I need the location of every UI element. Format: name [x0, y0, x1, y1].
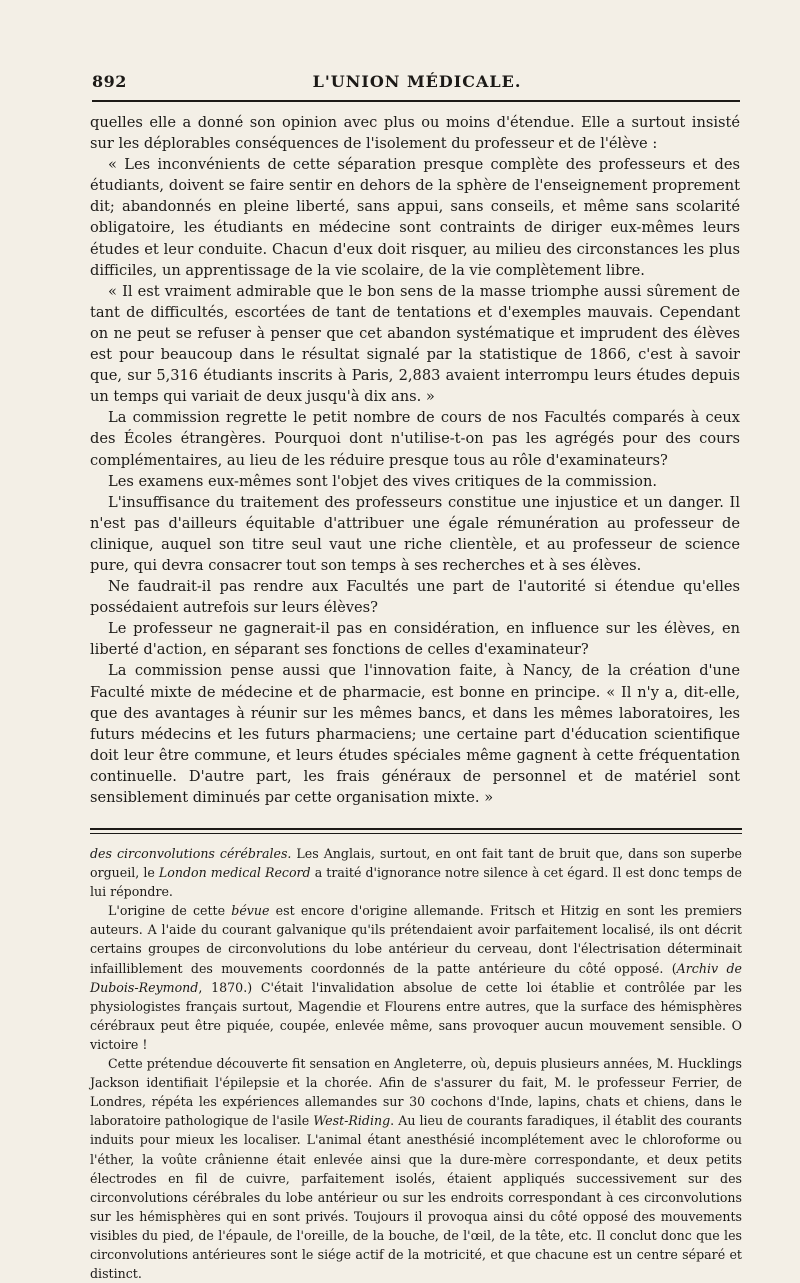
page-header [92, 72, 742, 100]
paragraph: « Il est vraiment admirable que le bon sens de la masse triomphe aussi sûrement de tant de difficultés, escortées de tant de tentations et d'exemples mauvais. Cependant on ne peut se refuser à penser que cet abandon systématique et imprudent des élèves est pour beaucoup dans le résultat signalé par la statistique de 1866, c'est à savoir que, sur 5,316 étudiants inscrits à Paris, 2,883 avaient interrompu leurs études depuis un temps qui variait de deux jusqu'à dix ans. » [90, 282, 740, 406]
running-head: L'UNION MÉDICALE. [312, 72, 522, 91]
lead-phrase: des circonvolutions cérébrales. [90, 846, 292, 861]
feuilleton-text [90, 844, 742, 1283]
feuilleton-paragraph: L'origine de cette bévue est encore d'origine allemande. Fritsch et Hitzig en sont les premiers auteurs. A l'aide du courant galvanique qu'ils prétendaient avoir parfaitement localisé, ils ont décrit certains groupes de circonvolutions du lobe antérieur du cerveau, dont l'électrisation déterminait infailliblement des mouvements coordonnés de la patte antérieure du côté opposé. (Archiv de Dubois-Reymond, 1870.) C'était l'invalidation absolue de cette loi établie et contrôlée par les physiologistes français surtout, Magendie et Flourens entre autres, que la surface des hémisphères cérébraux peut être piquée, coupée, enlevée même, sans provoquer aucun mouvement sensible. O victoire ! [90, 903, 742, 1052]
paragraph: L'insuffisance du traitement des professeurs constitue une injustice et un danger. Il n'est pas d'ailleurs équitable d'attribuer une égale rémunération au professeur de clinique, auquel son titre seul vaut une riche clientèle, et au professeur de science pure, qui devra consacrer tout son temps à ses recherches et à ses élèves. [90, 493, 740, 574]
paragraph: Ne faudrait-il pas rendre aux Facultés une part de l'autorité si étendue qu'elles possédaient autrefois sur leurs élèves? [90, 578, 740, 617]
emphasis: bévue [231, 903, 270, 919]
asylum-name: West-Riding [313, 1113, 391, 1129]
header-rule [92, 100, 740, 102]
paragraph: quelles elle a donné son opinion avec plus ou moins d'étendue. Elle a surtout insisté sur les déplorables conséquences de l'isolement du professeur et de l'élève : [90, 114, 740, 153]
feuilleton-paragraph: des circonvolutions cérébrales. Les Anglais, surtout, en ont fait tant de bruit que, dans son superbe orgueil, le London medical Record a traité d'ignorance notre silence à cet égard. Il est donc temps de lui répondre. [90, 846, 742, 900]
paragraph: La commission pense aussi que l'innovation faite, à Nancy, de la création d'une Faculté mixte de médecine et de pharmacie, est bonne en principe. « Il n'y a, dit-elle, que des avantages à réunir sur les mêmes bancs, et dans les mêmes laboratoires, les futurs médecins et les futurs pharmaciens; une certaine part d'éducation scientifique doit leur être commune, et leurs études spéciales même gagnent à cette fréquentation continuelle. D'autre part, les frais généraux de personnel et de matériel sont sensiblement diminués par cette organisation mixte. » [90, 662, 740, 806]
citation: Archiv de Dubois-Reymond [90, 960, 742, 995]
page-number: 892 [92, 72, 127, 91]
journal-title: London medical Record [158, 865, 311, 881]
section-divider [90, 828, 742, 834]
paragraph: « Les inconvénients de cette séparation presque complète des professeurs et des étudiants, doivent se faire sentir en dehors de la sphère de l'enseignement proprement dit; abandonnés en pleine liberté, sans appui, sans conseils, et même sans scolarité obligatoire, les étudiants en médecine sont contraints de diriger eux-mêmes leurs études et leur conduite. Chacun d'eux doit risquer, au milieu des circonstances les plus difficiles, un apprentissage de la vie scolaire, de la vie complètement libre. [90, 156, 740, 279]
feuilleton-paragraph: Cette prétendue découverte fit sensation en Angleterre, où, depuis plusieurs années, M. Hucklings Jackson identifiait l'épilepsie et la chorée. Afin de s'assurer du fait, M. le professeur Ferrier, de Londres, répéta les expériences allemandes sur 30 cochons d'Inde, lapins, chats et chiens, dans le laboratoire pathologique de l'asile West-Riding. Au lieu de courants faradiques, il établit des courants induits pour mieux les localiser. L'animal étant anesthésié incomplétement avec le chloroforme ou l'éther, la voûte crânienne était enlevée ainsi que la dure-mère correspondante, et deux petits électrodes en fil de cuivre, parfaitement isolés, étaient appliqués successivement sur des circonvolutions cérébrales du lobe antérieur ou sur les endroits correspondant à ces circonvolutions sur les hémisphères qui en sont privés. Toujours il provoqua ainsi du côté opposé des mouvements visibles du pied, de l'épaule, de l'oreille, de la bouche, de l'œil, de la tête, etc. Il conclut donc que les circonvolutions antérieures sont le siége actif de la motricité, et que chacune est un centre séparé et distinct. [90, 1056, 742, 1282]
paragraph: Les examens eux-mêmes sont l'objet des vives critiques de la commission. [108, 472, 657, 490]
paragraph: Le professeur ne gagnerait-il pas en considération, en influence sur les élèves, en liberté d'action, en séparant ses fonctions de celles d'examinateur? [90, 620, 740, 659]
paragraph: La commission regrette le petit nombre de cours de nos Facultés comparés à ceux des Écoles étrangères. Pourquoi dont n'utilise-t-on pas les agrégés pour des cours complémentaires, au lieu de les réduire presque tous au rôle d'examinateurs? [90, 409, 740, 469]
main-text [90, 112, 740, 808]
